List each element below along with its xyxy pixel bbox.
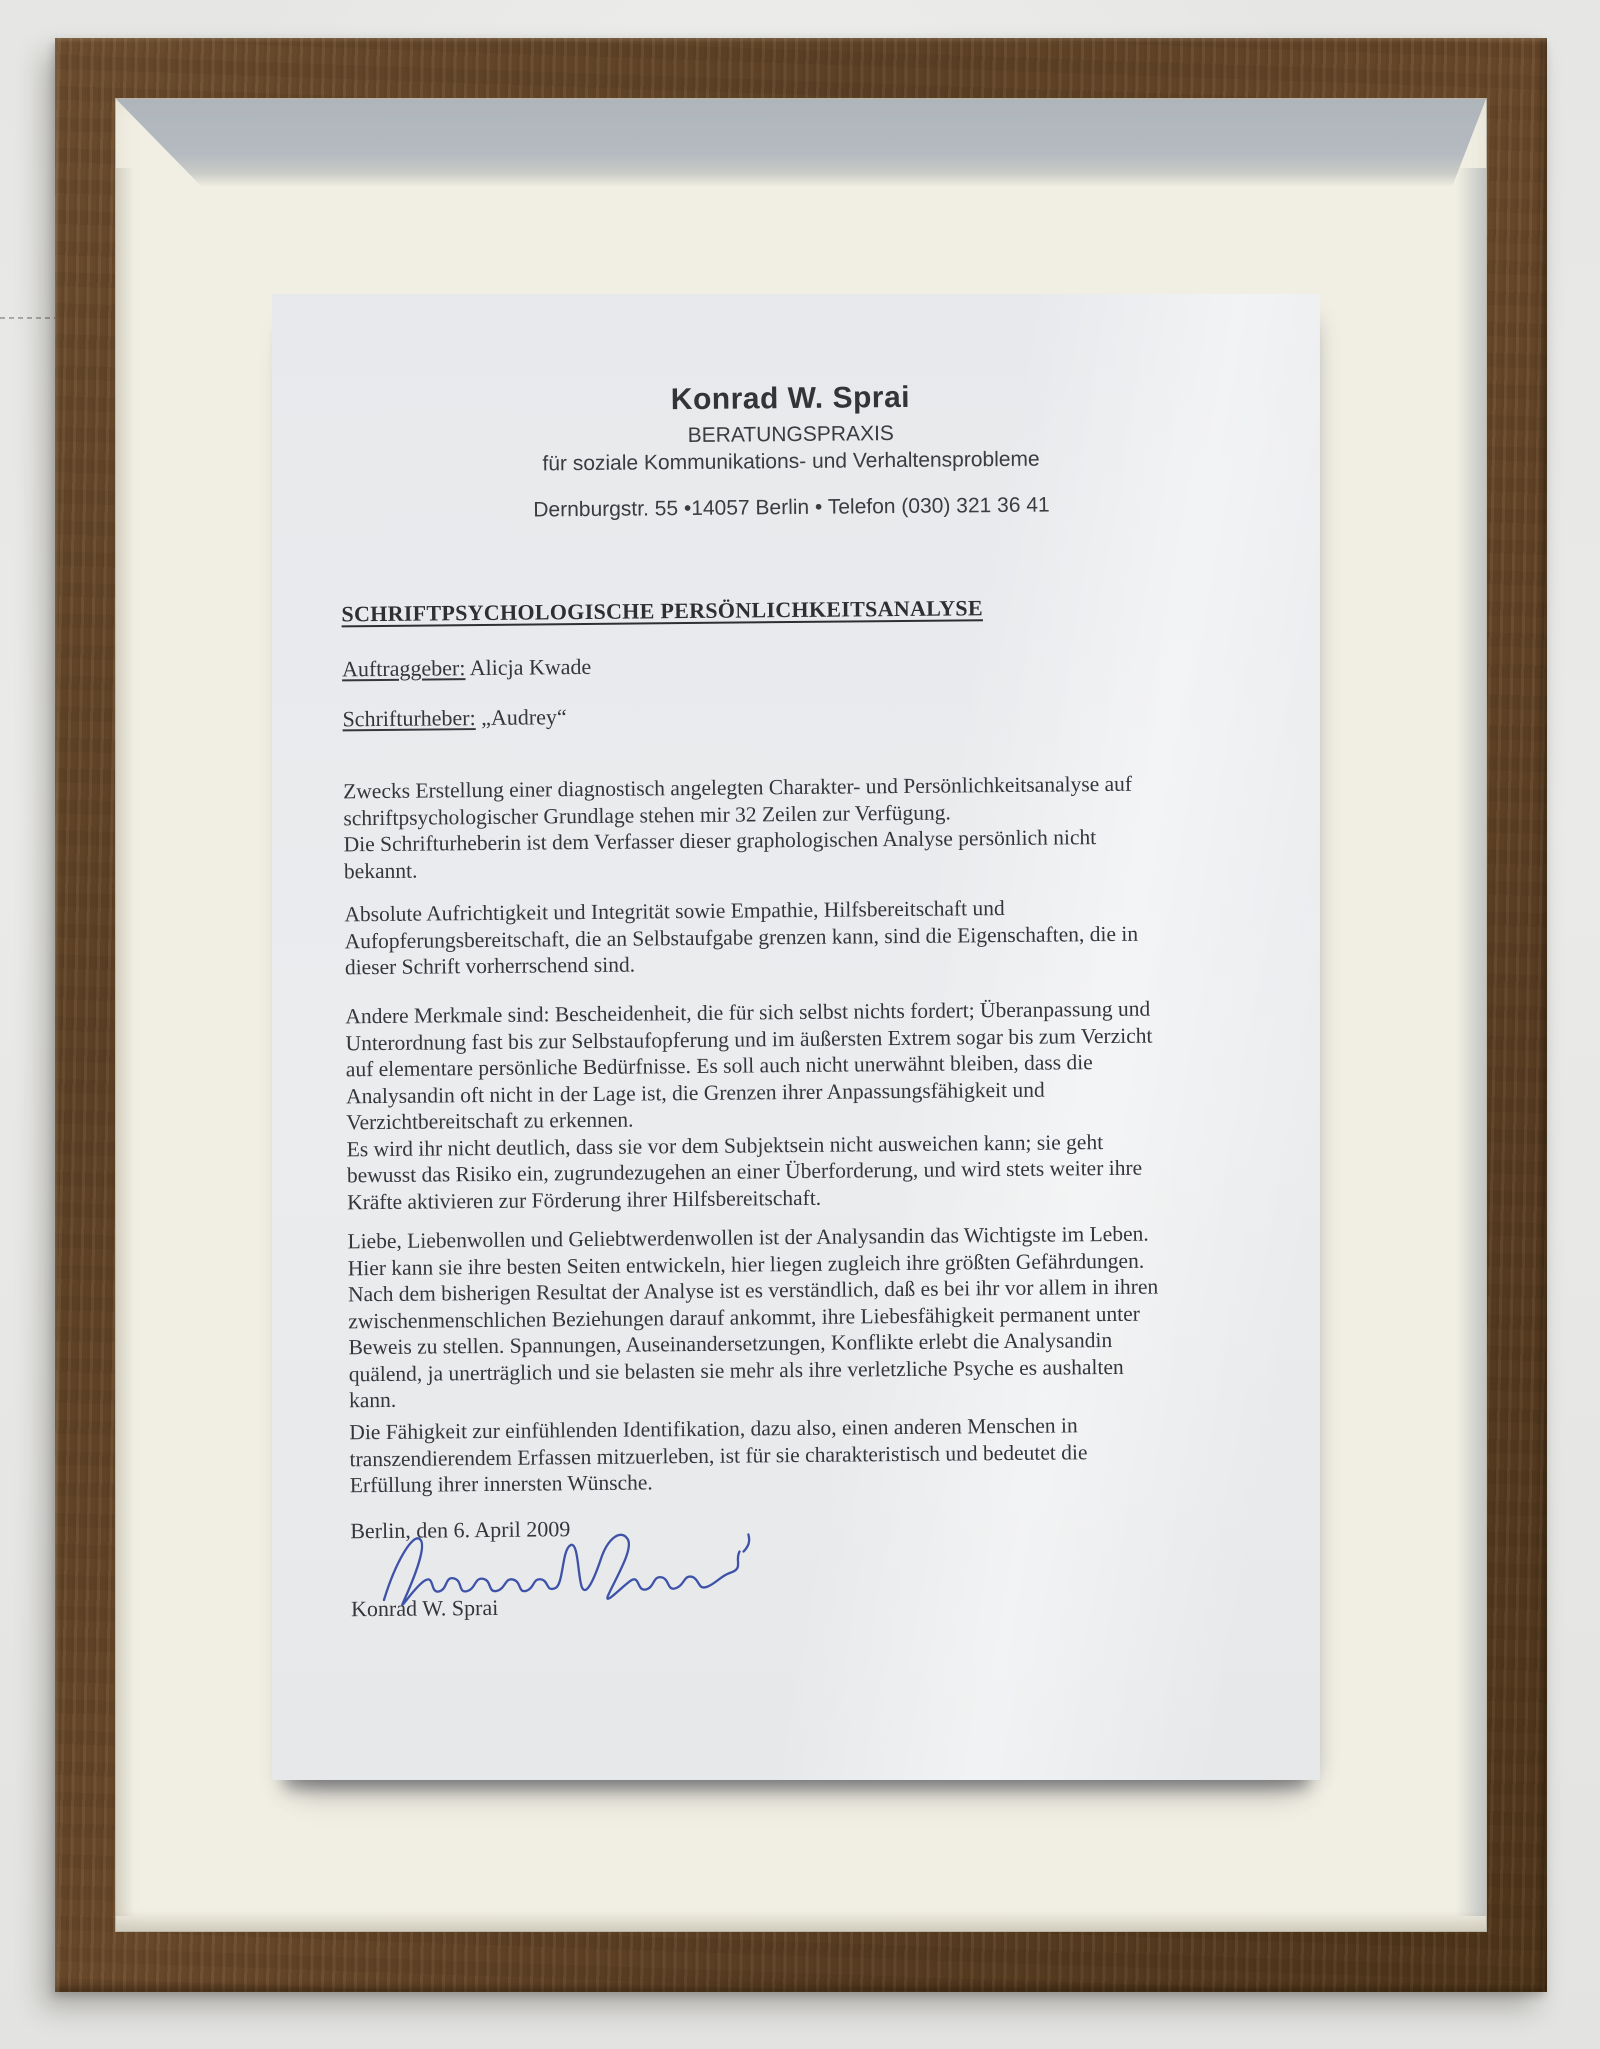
letterhead — [266, 377, 1315, 525]
body-paragraph-4 — [347, 1219, 1274, 1413]
wall-crack — [0, 317, 56, 319]
body-line: Kräfte aktivieren zur Förderung ihrer Hilfsbereitschaft. — [347, 1185, 822, 1214]
date-line: Berlin, den 6. April 2009 — [350, 1516, 571, 1544]
frame-inner-shadow-left — [116, 168, 134, 1916]
body-line: Analysandin oft nicht in der Lage ist, die Grenzen ihrer Anpassungsfähigkeit und — [345, 1077, 1045, 1108]
letter-content — [265, 289, 1327, 1785]
body-line: dieser Schrift vorherrschend sind. — [344, 952, 636, 980]
letterhead-address: Dernburgstr. 55 •14057 Berlin • Telefon (030) 321 36 41 — [533, 493, 1050, 522]
frame-inner-shadow-right — [1456, 168, 1486, 1916]
letterhead-name: Konrad W. Sprai — [670, 380, 911, 417]
body-paragraph-1 — [343, 769, 1269, 884]
body-line: bekannt. — [343, 858, 418, 883]
body-line: Absolute Aufrichtigkeit und Integrität sowie Empathie, Hilfsbereitschaft und — [344, 895, 1005, 927]
body-line: Nach dem bisherigen Resultat der Analyse ist es verständlich, daß es bei ihr vor allem in ihren — [347, 1274, 1159, 1307]
client-row — [342, 654, 591, 682]
client-label: Auftraggeber: — [341, 655, 466, 682]
body-paragraph-5 — [349, 1410, 1275, 1498]
body-line: Andere Merkmale sind: Bescheidenheit, die für sich selbst nichts fordert; Überanpassung und — [345, 996, 1151, 1029]
body-paragraph-3 — [345, 994, 1272, 1215]
body-line: kann. — [348, 1387, 397, 1413]
body-line: Beweis zu stellen. Spannungen, Auseinandersetzungen, Konflikte erlebt die Analysandin — [348, 1327, 1113, 1360]
letterhead-practice: BERATUNGSPRAXIS — [687, 422, 894, 448]
signer-name: Konrad W. Sprai — [350, 1594, 499, 1622]
body-line: Die Fähigkeit zur einfühlenden Identifikation, dazu also, einen anderen Menschen in — [349, 1413, 1078, 1445]
frame-inner-shadow-top — [116, 99, 1486, 187]
client-value: Alicja Kwade — [469, 653, 592, 681]
body-line: zwischenmenschlichen Beziehungen darauf ankommt, ihre Liebesfähigkeit permanent unter — [348, 1301, 1140, 1333]
body-line: Aufopferungsbereitschaft, die an Selbstaufgabe grenzen kann, sind die Eigenschaften, die in — [344, 921, 1139, 953]
body-line: Die Schrifturheberin ist dem Verfasser dieser graphologischen Analyse persönlich nicht — [343, 825, 1097, 857]
body-line: quälend, ja unerträglich und sie belasten sie mehr als ihre verletzliche Psyche es aushalten — [348, 1354, 1124, 1386]
letterhead-specialty: für soziale Kommunikations- und Verhaltensprobleme — [542, 447, 1040, 476]
document-sheet — [272, 294, 1320, 1780]
document-title: SCHRIFTPSYCHOLOGISCHE PERSÖNLICHKEITSANALYSE — [341, 595, 983, 627]
body-line: Erfüllung ihrer innersten Wünsche. — [349, 1470, 653, 1498]
body-line: auf elementare persönliche Bedürfnisse. Es soll auch nicht unerwähnt bleiben, dass die — [345, 1050, 1093, 1082]
body-line: Es wird ihr nicht deutlich, dass sie vor dem Subjektsein nicht ausweichen kann; sie geht — [346, 1129, 1104, 1161]
body-paragraph-2 — [344, 892, 1270, 980]
picture-frame — [55, 38, 1547, 1992]
body-line: transzendierendem Erfassen mitzuerleben, ist für sie charakteristisch und bedeutet die — [349, 1439, 1088, 1471]
frame-inner-shadow-bottom — [116, 1911, 1486, 1931]
body-line: Unterordnung fast bis zur Selbstaufopferung und im äußersten Extrem sogar bis zum Verzicht — [345, 1023, 1153, 1055]
body-line: Hier kann sie ihre besten Seiten entwickeln, hier liegen zugleich ihre größten Gefährdungen. — [347, 1248, 1145, 1280]
body-line: Zwecks Erstellung einer diagnostisch angelegten Charakter- und Persönlichkeitsanalyse auf — [343, 771, 1133, 804]
writer-row — [342, 704, 566, 732]
body-line: Verzichtbereitschaft zu erkennen. — [346, 1107, 634, 1135]
body-line: Liebe, Liebenwollen und Geliebtwerdenwollen ist der Analysandin das Wichtigste im Leben. — [347, 1221, 1149, 1254]
body-line: bewusst das Risiko ein, zugrundezugehen an einer Überforderung, und wird stets weiter ihre — [346, 1155, 1143, 1188]
frame-mat — [115, 98, 1487, 1932]
body-line: schriftpsychologischer Grundlage stehen mir 32 Zeilen zur Verfügung. — [343, 800, 951, 830]
writer-label: Schrifturheber: — [342, 705, 476, 732]
writer-value: „Audrey“ — [481, 704, 567, 731]
